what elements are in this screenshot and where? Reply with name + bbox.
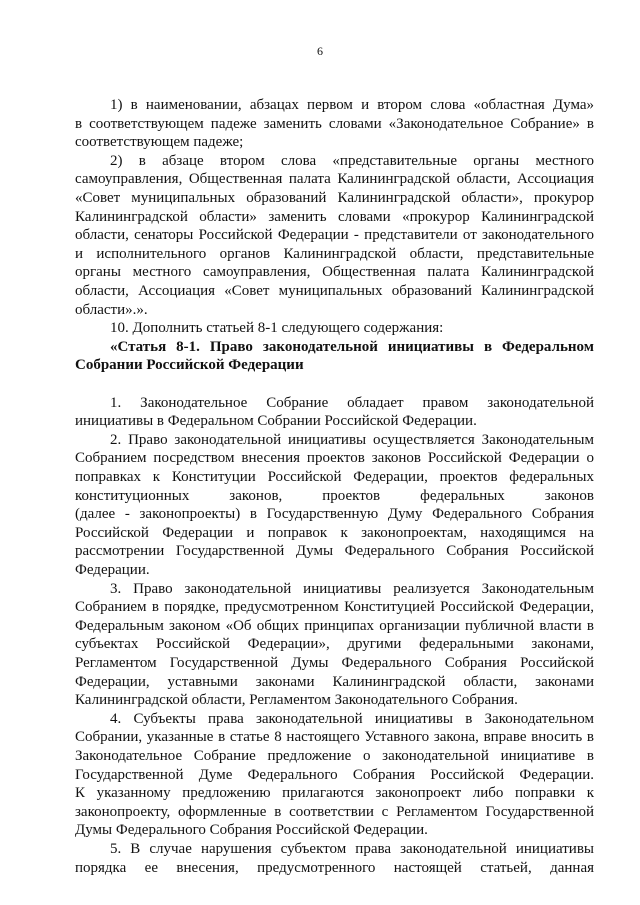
text-line: поправках к Конституции Российской Федерации, проектов федеральных (75, 469, 594, 485)
text-line: в соответствующем падеже заменить словами «Законодательное Собрание» в (75, 115, 594, 132)
text-line: Законодательное Собрание предложение о законодательной инициативе в (75, 748, 594, 764)
text-line: порядка ее внесения, предусмотренного настоящей статьей, данная (75, 859, 594, 876)
text-line: инициативы в Федеральном Собрании Российской Федерации. (75, 413, 477, 430)
text-line: области, Ассоциация «Совет муниципальных образований Калининградской (75, 283, 594, 299)
text-line: Российской Федерации и поправок к законопроектам, находящимся на (75, 524, 594, 541)
text-line: 2) в абзаце втором слова «представительные органы местного (110, 152, 594, 169)
text-line: 1) в наименовании, абзацах первом и втором слова «областная Дума» (110, 97, 594, 113)
text-line: (далее - законопроекты) в Государственную Думу Федерального Собрания (75, 506, 594, 523)
text-line: 3. Право законодательной инициативы реализуется Законодательным (110, 580, 594, 597)
text-line: законопроекту, оформленные в соответствии с Регламентом Государственной (75, 803, 594, 820)
text-line: К указанному предложению прилагаются законопроект либо поправки к (75, 785, 594, 802)
text-line: самоуправления, Общественная палата Калининградской области, Ассоциация (75, 171, 594, 188)
text-line: 2. Право законодательной инициативы осуществляется Законодательным (110, 431, 594, 448)
text-line: органы местного самоуправления, Общественная палата Калининградской (75, 264, 594, 281)
text-line: Собрании, указанные в статье 8 настоящего Уставного закона, вправе вносить в (75, 729, 594, 746)
text-line: конституционных законов, проектов федеральных законов (75, 487, 594, 504)
text-line: Собрании Российской Федерации (75, 357, 304, 374)
text-line: Калининградской области, Регламентом Законодательного Собрания. (75, 692, 518, 709)
text-line: области».». (75, 301, 148, 318)
text-line: субъектах Российской Федерации», другими федеральными законами, (75, 636, 594, 653)
text-line: «Совет муниципальных образований Калининградской области», прокурор (75, 190, 594, 206)
text-line: Федеральным законом «Об общих принципах организации публичной власти в (75, 617, 594, 634)
text-line: области, сенаторы Российской Федерации - представители от законодательного (75, 227, 594, 244)
text-line: соответствующем падеже; (75, 134, 244, 151)
text-line: Собранием в порядке, предусмотренном Конституцией Российской Федерации, (75, 599, 594, 616)
text-line: Федерации, уставными законами Калининградской области, законами (75, 673, 594, 690)
text-line: 4. Субъекты права законодательной инициативы в Законодательном (110, 710, 594, 727)
text-line: Собранием посредством внесения проектов законов Российской Федерации о (75, 450, 594, 467)
text-line: рассмотрении Государственной Думы Федерального Собрания Российской (75, 543, 594, 560)
text-line: и исполнительного органов Калининградской области, представительные (75, 245, 594, 262)
text-line: Думы Федерального Собрания Российской Федерации. (75, 822, 428, 839)
text-line: 5. В случае нарушения субъектом права законодательной инициативы (110, 841, 594, 857)
text-line: Федерации. (75, 562, 150, 578)
text-line: «Статья 8-1. Право законодательной инициативы в Федеральном (110, 338, 594, 355)
text-line: Регламентом Государственной Думы Федерального Собрания Российской (75, 655, 594, 671)
text-line: Государственной Думе Федерального Собрания Российской Федерации. (75, 766, 594, 783)
text-line: 1. Законодательное Собрание обладает правом законодательной (110, 394, 594, 411)
text-line: Калининградской области» заменить словами «прокурор Калининградской (75, 208, 594, 225)
page-number: 6 (317, 44, 323, 58)
text-line: 10. Дополнить статьей 8-1 следующего содержания: (110, 320, 444, 337)
